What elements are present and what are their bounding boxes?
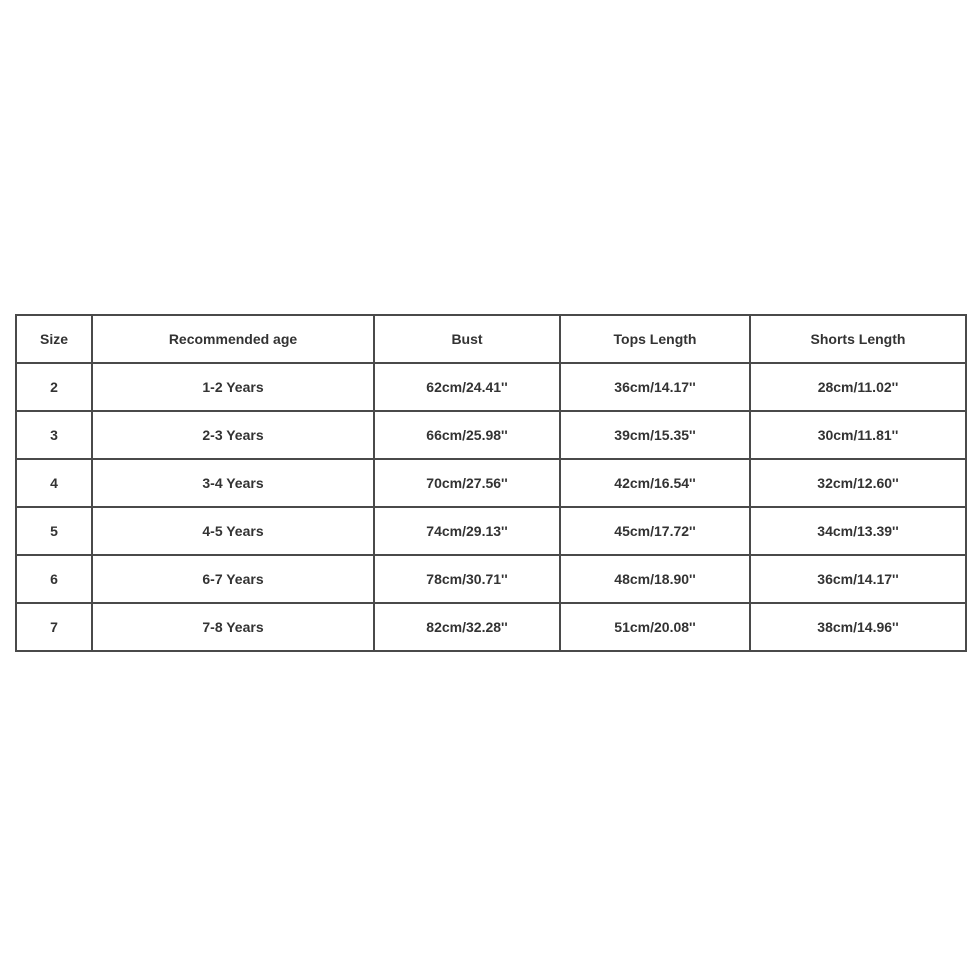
cell-shorts-length: 32cm/12.60'' [750, 459, 966, 507]
table-row [16, 459, 966, 507]
cell-bust: 78cm/30.71'' [374, 555, 560, 603]
cell-size: 5 [16, 507, 92, 555]
cell-tops-length: 45cm/17.72'' [560, 507, 750, 555]
cell-tops-length: 39cm/15.35'' [560, 411, 750, 459]
cell-bust: 82cm/32.28'' [374, 603, 560, 651]
cell-recommended-age: 6-7 Years [92, 555, 374, 603]
cell-bust: 70cm/27.56'' [374, 459, 560, 507]
header-tops-length: Tops Length [560, 315, 750, 363]
cell-bust: 66cm/25.98'' [374, 411, 560, 459]
cell-bust: 62cm/24.41'' [374, 363, 560, 411]
cell-recommended-age: 4-5 Years [92, 507, 374, 555]
header-bust: Bust [374, 315, 560, 363]
size-chart-table [15, 314, 967, 652]
cell-tops-length: 48cm/18.90'' [560, 555, 750, 603]
cell-size: 3 [16, 411, 92, 459]
cell-recommended-age: 1-2 Years [92, 363, 374, 411]
cell-shorts-length: 38cm/14.96'' [750, 603, 966, 651]
cell-size: 7 [16, 603, 92, 651]
cell-recommended-age: 7-8 Years [92, 603, 374, 651]
cell-tops-length: 51cm/20.08'' [560, 603, 750, 651]
table-row [16, 507, 966, 555]
cell-size: 2 [16, 363, 92, 411]
cell-tops-length: 42cm/16.54'' [560, 459, 750, 507]
table-row [16, 555, 966, 603]
header-size: Size [16, 315, 92, 363]
cell-recommended-age: 2-3 Years [92, 411, 374, 459]
cell-bust: 74cm/29.13'' [374, 507, 560, 555]
cell-shorts-length: 28cm/11.02'' [750, 363, 966, 411]
header-shorts-length: Shorts Length [750, 315, 966, 363]
cell-shorts-length: 30cm/11.81'' [750, 411, 966, 459]
cell-size: 6 [16, 555, 92, 603]
cell-size: 4 [16, 459, 92, 507]
table-row [16, 603, 966, 651]
cell-shorts-length: 34cm/13.39'' [750, 507, 966, 555]
cell-shorts-length: 36cm/14.17'' [750, 555, 966, 603]
cell-recommended-age: 3-4 Years [92, 459, 374, 507]
cell-tops-length: 36cm/14.17'' [560, 363, 750, 411]
header-recommended-age: Recommended age [92, 315, 374, 363]
table-row [16, 411, 966, 459]
table-header-row [16, 315, 966, 363]
table-row [16, 363, 966, 411]
